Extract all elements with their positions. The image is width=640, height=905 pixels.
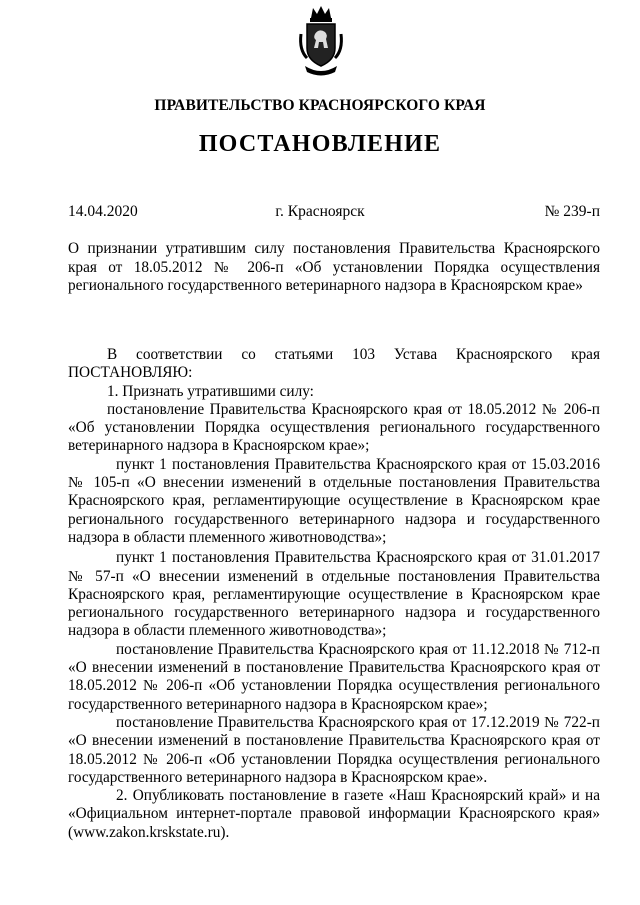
document-subject: О признании утратившим силу постановления Правительства Красноярского края от 18.05.2012 № 206-п «Об установлении Порядка осуществления регионального государственного ветеринарного надзора в Красноярском крае»: [68, 240, 600, 295]
repealed-act: пункт 1 постановления Правительства Красноярского края от 15.03.2016 № 105-п «О внесении изменений в отдельные постановления Правительства Красноярского края, регламентирующие осуществление в Красноярском крае регионального государственного ветеринарного надзора и государственного надзора в области племенного животноводства»;: [68, 455, 600, 546]
document-type: ПОСТАНОВЛЕНИЕ: [198, 131, 442, 157]
repealed-act: пункт 1 постановления Правительства Красноярского края от 31.01.2017 № 57-п «О внесении изменений в отдельные постановления Правительства Красноярского края, регламентирующие осуществление в Красноярском крае регионального государственного ветеринарного надзора и государственного надзора в области племенного животноводства»;: [68, 549, 600, 640]
item-1-heading: 1. Признать утратившими силу:: [107, 382, 314, 400]
repealed-act: постановление Правительства Красноярского края от 17.12.2019 № 722-п «О внесении изменений в постановление Правительства Красноярского края от 18.05.2012 № 206-п «Об установлении Порядка осуществления регионального государственного ветеринарного надзора в Красноярском крае».: [68, 713, 600, 786]
document-number: № 239-п: [544, 203, 600, 220]
document-city: г. Красноярск: [275, 203, 365, 220]
repealed-act: постановление Правительства Красноярского края от 18.05.2012 № 206-п «Об установлении Порядка осуществления регионального государственного ветеринарного надзора в Красноярском крае»;: [68, 400, 600, 455]
krasnoyarsk-coat-of-arms-icon: [297, 4, 345, 79]
document-date: 14.04.2020: [68, 203, 138, 220]
preamble: В соответствии со статьями 103 Устава Красноярского края ПОСТАНОВЛЯЮ:: [68, 346, 600, 382]
repealed-act: постановление Правительства Красноярского края от 11.12.2018 № 712-п «О внесении изменений в постановление Правительства Красноярского края от 18.05.2012 № 206-п «Об установлении Порядка осуществления регионального государственного ветеринарного надзора в Красноярском крае»;: [68, 640, 600, 713]
government-name: ПРАВИТЕЛЬСТВО КРАСНОЯРСКОГО КРАЯ: [154, 97, 486, 114]
item-2: 2. Опубликовать постановление в газете «Наш Красноярский край» и на «Официальном интернет-портале правовой информации Красноярского края» (www.zakon.krskstate.ru).: [68, 787, 600, 841]
document-body: [68, 346, 600, 842]
